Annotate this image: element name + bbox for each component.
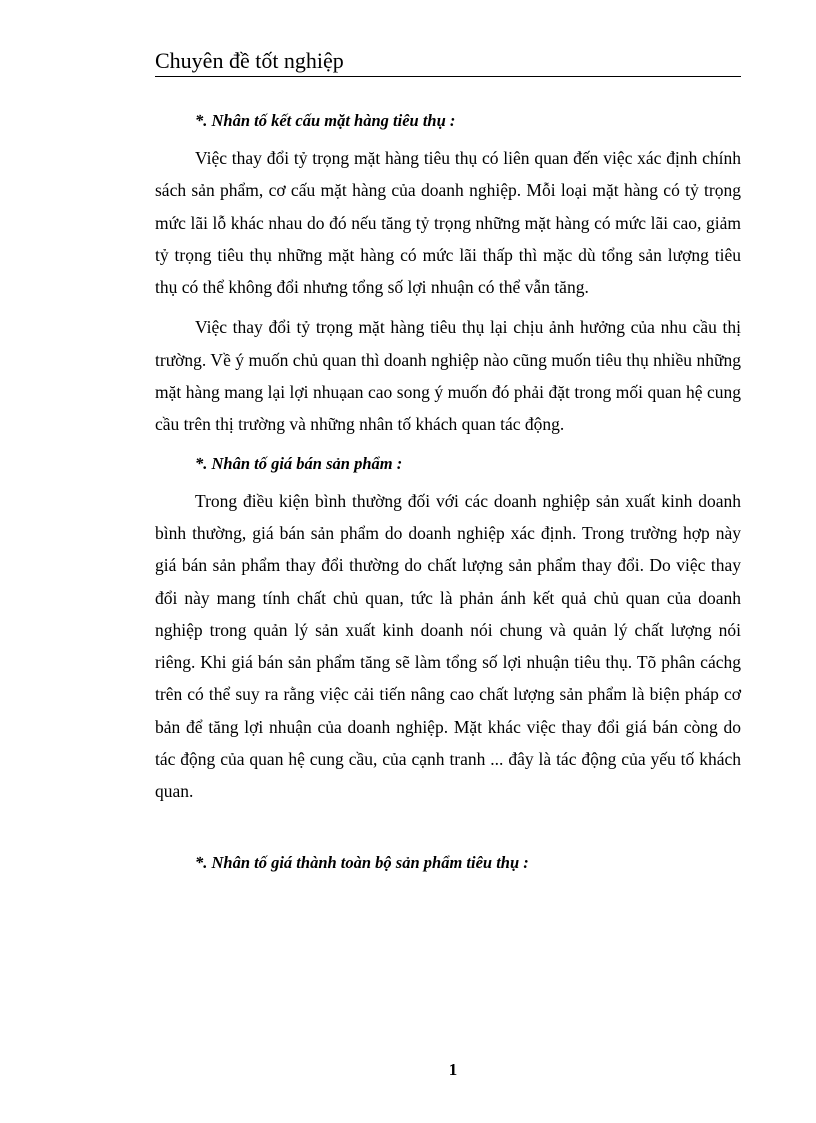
- section-heading-product-structure: *. Nhân tố kết cấu mặt hàng tiêu thụ :: [195, 111, 456, 130]
- paragraph-product-structure-2: Việc thay đổi tỷ trọng mặt hàng tiêu thụ lại chịu ảnh hưởng của nhu cầu thị trường. Về ý muốn chủ quan thì doanh nghiệp nào cũng muốn tiêu thụ nhiều những mặt hàng mang lại lợi nhuạan cao song ý muốn đó phải đặt trong mối quan hệ cung cầu trên thị trường và những nhân tố khách quan tác động.: [155, 317, 741, 435]
- page-number: 1: [448, 1060, 458, 1079]
- section-heading-total-cost: *. Nhân tố giá thành toàn bộ sản phẩm tiêu thụ :: [195, 852, 529, 872]
- section-spacer: [155, 816, 741, 848]
- document-body: [155, 106, 741, 884]
- paragraph-selling-price-1: Trong điều kiện bình thường đối với các doanh nghiệp sản xuất kinh doanh bình thường, giá bán sản phẩm do doanh nghiệp xác định. Trong trường hợp này giá bán sản phẩm thay đổi thường do chất lượng sản phẩm thay đổi. Do việc thay đổi này mang tính chất chủ quan, tức là phản ánh kết quả chủ quan của doanh nghiệp trong quản lý sản xuất kinh doanh nói chung và quản lý chất lượng nói riêng. Khi giá bán sản phẩm tăng sẽ làm tổng số lợi nhuận tiêu thụ. Tõ phân cáchg trên có thể suy ra rằng việc cải tiến nâng cao chất lượng sản phẩm là biện pháp cơ bản để tăng lợi nhuận của doanh nghiệp. Mặt khác việc thay đổi giá bán còng do tác động của quan hệ cung cầu, của cạnh tranh ... đây là tác động của yếu tố khách quan.: [155, 490, 741, 802]
- header-title: Chuyên đề tốt nghiệp: [155, 48, 344, 73]
- paragraph-product-structure-1: Việc thay đổi tỷ trọng mặt hàng tiêu thụ có liên quan đến việc xác định chính sách sản phẩm, cơ cấu mặt hàng của doanh nghiệp. Mỗi loại mặt hàng có tỷ trọng mức lãi lỗ khác nhau do đó nếu tăng tỷ trọng những mặt hàng có mức lãi cao, giảm tỷ trọng tiêu thụ những mặt hàng có mức lãi thấp thì mặc dù tổng sản lượng tiêu thụ có thể không đổi nhưng tổng số lợi nhuận có thể vẫn tăng.: [155, 148, 741, 298]
- section-heading-selling-price: *. Nhân tố giá bán sản phẩm :: [195, 453, 403, 473]
- header-rule: [155, 76, 741, 77]
